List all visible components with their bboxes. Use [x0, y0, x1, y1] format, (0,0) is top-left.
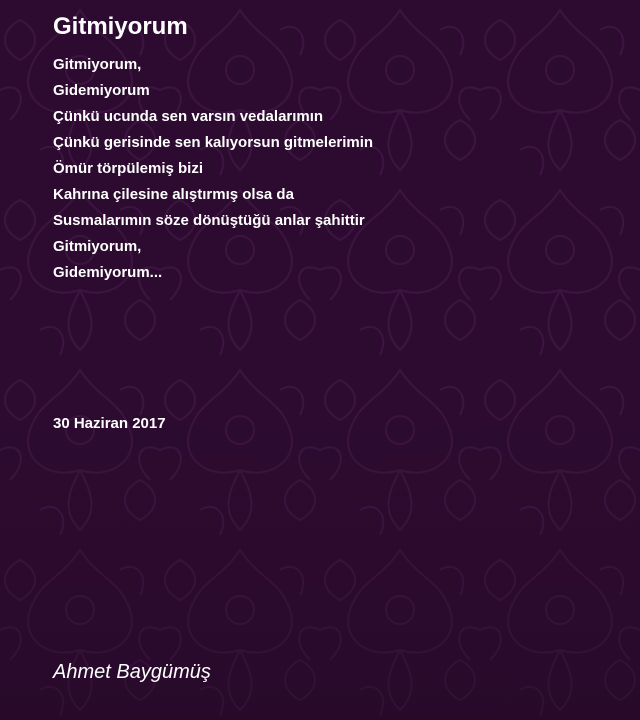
poem-line: Çünkü gerisinde sen kalıyorsun gitmelerimin [53, 134, 374, 151]
poem-date: 30 Haziran 2017 [53, 415, 166, 432]
poem-line: Gidemiyorum [53, 82, 150, 99]
poem-line: Gitmiyorum, [53, 56, 142, 73]
poem-line: Susmalarımın söze dönüştüğü anlar şahittir [53, 212, 365, 229]
poem-line: Gitmiyorum, [53, 238, 142, 255]
poem-line: Ömür törpülemiş bizi [53, 160, 204, 177]
poem-line: Kahrına çilesine alıştırmış olsa da [53, 186, 294, 203]
poem-body [53, 52, 373, 286]
poem-author: Ahmet Baygümüş [53, 661, 211, 683]
poem-line: Gidemiyorum... [53, 264, 163, 281]
poem-title: Gitmiyorum [53, 13, 188, 40]
poem-line: Çünkü ucunda sen varsın vedalarımın [53, 108, 324, 125]
